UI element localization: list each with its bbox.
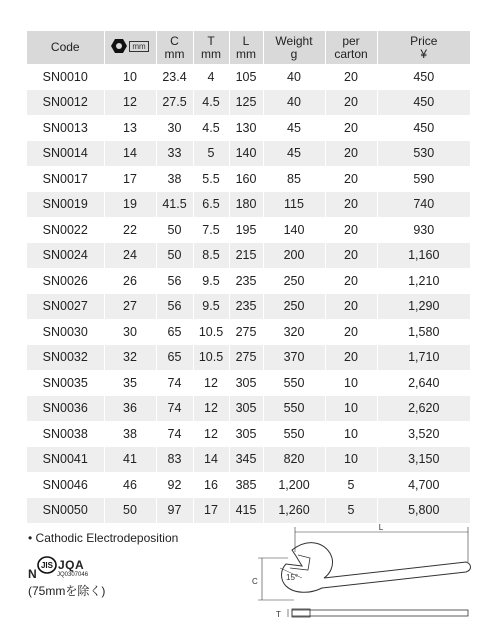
cell-per-carton: 20 xyxy=(325,243,377,269)
cell-t: 4.5 xyxy=(193,90,229,116)
cell-c: 56 xyxy=(156,268,193,294)
cell-price: 1,290 xyxy=(377,294,470,320)
cell-c: 97 xyxy=(156,498,193,524)
cell-size: 38 xyxy=(104,421,156,447)
table-row xyxy=(27,166,470,192)
cell-price: 450 xyxy=(413,69,435,84)
cell-weight: 550 xyxy=(263,370,325,396)
cell-c: 23.4 xyxy=(156,64,193,90)
cell-code: SN0022 xyxy=(27,217,104,243)
cell-price: 2,640 xyxy=(408,375,440,390)
cell-size: 12 xyxy=(104,90,156,116)
cell-t: 10.5 xyxy=(193,345,229,371)
n-mark: N xyxy=(28,567,37,581)
cell-per-carton: 5 xyxy=(325,498,377,524)
cell-t: 7.5 xyxy=(193,217,229,243)
cell-weight: 45 xyxy=(263,141,325,167)
cell-code: SN0013 xyxy=(27,115,104,141)
cell-weight: 820 xyxy=(263,447,325,473)
label-angle: 15° xyxy=(286,573,299,582)
cell-per-carton: 20 xyxy=(325,268,377,294)
label-t: T xyxy=(276,610,281,619)
cell-price: 930 xyxy=(413,222,435,237)
cell-t: 8.5 xyxy=(193,243,229,269)
cell-price: 1,580 xyxy=(408,324,440,339)
cell-weight: 320 xyxy=(263,319,325,345)
cell-code: SN0030 xyxy=(27,319,104,345)
cell-c: 83 xyxy=(156,447,193,473)
cell-code: SN0012 xyxy=(27,90,104,116)
cell-l: 415 xyxy=(229,498,263,524)
cell-t: 4.5 xyxy=(193,115,229,141)
cell-size: 19 xyxy=(104,192,156,218)
cell-per-carton: 20 xyxy=(325,192,377,218)
header-per-carton: per carton xyxy=(325,31,377,64)
cell-per-carton: 20 xyxy=(325,64,377,90)
cell-size: 27 xyxy=(104,294,156,320)
side-view xyxy=(292,610,468,616)
cell-t: 12 xyxy=(193,421,229,447)
cell-c: 56 xyxy=(156,294,193,320)
cell-price: 1,210 xyxy=(408,273,440,288)
cell-code: SN0019 xyxy=(27,192,104,218)
header-size xyxy=(104,31,156,64)
cell-weight: 250 xyxy=(263,268,325,294)
cell-code: SN0046 xyxy=(27,472,104,498)
jis-mark-text: JIS xyxy=(40,561,54,570)
cell-per-carton: 20 xyxy=(325,141,377,167)
cell-t: 9.5 xyxy=(193,268,229,294)
table-row xyxy=(27,370,470,396)
cell-per-carton: 20 xyxy=(325,319,377,345)
cell-weight: 140 xyxy=(263,217,325,243)
label-c: C xyxy=(252,577,258,586)
cell-per-carton: 20 xyxy=(325,217,377,243)
table-row xyxy=(27,447,470,473)
cell-t: 12 xyxy=(193,370,229,396)
cell-t: 9.5 xyxy=(193,294,229,320)
cell-c: 65 xyxy=(156,319,193,345)
table-row xyxy=(27,217,470,243)
wrench-outline xyxy=(282,543,471,593)
cell-c: 74 xyxy=(156,396,193,422)
header-price: Price ¥ xyxy=(377,31,470,64)
cell-size: 14 xyxy=(104,141,156,167)
cell-size: 36 xyxy=(104,396,156,422)
cell-weight: 550 xyxy=(263,421,325,447)
cell-price: 2,620 xyxy=(377,396,470,422)
cell-c: 74 xyxy=(156,370,193,396)
cell-size: 30 xyxy=(104,319,156,345)
cell-per-carton: 20 xyxy=(325,345,377,371)
cell-c: 50 xyxy=(156,217,193,243)
cell-per-carton: 10 xyxy=(325,421,377,447)
cell-per-carton: 20 xyxy=(325,115,377,141)
cell-weight: 1,200 xyxy=(263,472,325,498)
cell-code: SN0032 xyxy=(27,345,104,371)
table-row xyxy=(27,90,470,116)
cell-price: 1,160 xyxy=(377,243,470,269)
cell-l: 345 xyxy=(229,447,263,473)
cell-code: SN0036 xyxy=(27,396,104,422)
wrench-drawing xyxy=(250,522,475,627)
certificate-number: JQ0307046 xyxy=(57,572,89,578)
cell-size: 50 xyxy=(104,498,156,524)
cell-price: 3,520 xyxy=(408,426,440,441)
cell-l: 195 xyxy=(229,217,263,243)
cell-t: 5.5 xyxy=(193,166,229,192)
header-weight: Weight g xyxy=(263,31,325,64)
table-row xyxy=(27,421,470,447)
cell-l: 235 xyxy=(229,294,263,320)
table-row xyxy=(27,192,470,218)
cell-code: SN0014 xyxy=(27,141,104,167)
cell-t: 12 xyxy=(193,396,229,422)
cell-size: 13 xyxy=(104,115,156,141)
cell-code: SN0024 xyxy=(27,243,104,269)
table-row xyxy=(27,319,470,345)
cell-size: 41 xyxy=(104,447,156,473)
cell-l: 105 xyxy=(229,64,263,90)
table-header-row xyxy=(27,31,470,64)
cell-c: 38 xyxy=(156,166,193,192)
cell-weight: 370 xyxy=(263,345,325,371)
cell-code: SN0010 xyxy=(27,64,104,90)
cell-size: 46 xyxy=(104,472,156,498)
header-l: L mm xyxy=(229,31,263,64)
cell-per-carton: 20 xyxy=(325,90,377,116)
table-row xyxy=(27,141,470,167)
table-row xyxy=(27,294,470,320)
cell-t: 5 xyxy=(193,141,229,167)
cell-code: SN0017 xyxy=(27,166,104,192)
cell-per-carton: 10 xyxy=(325,396,377,422)
cell-code: SN0027 xyxy=(27,294,104,320)
jqa-mark: JQA xyxy=(58,558,85,572)
cell-weight: 250 xyxy=(263,294,325,320)
cell-size: 35 xyxy=(104,370,156,396)
cell-weight: 40 xyxy=(263,64,325,90)
cell-l: 275 xyxy=(229,345,263,371)
size-unit: mm xyxy=(129,41,148,52)
cell-weight: 45 xyxy=(263,115,325,141)
cell-price: 450 xyxy=(413,120,435,135)
cell-t: 14 xyxy=(193,447,229,473)
cell-size: 32 xyxy=(104,345,156,371)
cell-weight: 200 xyxy=(263,243,325,269)
header-t: T mm xyxy=(193,31,229,64)
cell-weight: 1,260 xyxy=(263,498,325,524)
table-row xyxy=(27,243,470,269)
table-row xyxy=(27,345,470,371)
cell-price: 3,150 xyxy=(377,447,470,473)
cell-l: 275 xyxy=(229,319,263,345)
cell-price: 5,800 xyxy=(377,498,470,524)
cell-code: SN0038 xyxy=(27,421,104,447)
cell-c: 27.5 xyxy=(156,90,193,116)
cell-code: SN0035 xyxy=(27,370,104,396)
hex-bolt-icon xyxy=(111,39,127,53)
cell-size: 22 xyxy=(104,217,156,243)
cell-c: 33 xyxy=(156,141,193,167)
table-row xyxy=(27,268,470,294)
cell-l: 140 xyxy=(229,141,263,167)
jis-mark-icon xyxy=(37,556,57,574)
cell-c: 41.5 xyxy=(156,192,193,218)
cell-l: 130 xyxy=(229,115,263,141)
cell-code: SN0041 xyxy=(27,447,104,473)
cell-weight: 115 xyxy=(263,192,325,218)
header-code: Code xyxy=(27,31,104,64)
cell-size: 26 xyxy=(104,268,156,294)
cell-c: 74 xyxy=(156,421,193,447)
table-row xyxy=(27,472,470,498)
table-row xyxy=(27,64,470,90)
cell-c: 50 xyxy=(156,243,193,269)
cell-size: 10 xyxy=(104,64,156,90)
cell-l: 235 xyxy=(229,268,263,294)
label-l: L xyxy=(378,523,384,532)
cell-l: 180 xyxy=(229,192,263,218)
cell-per-carton: 20 xyxy=(325,166,377,192)
spec-table xyxy=(27,31,470,523)
coating-note: • Cathodic Electrodeposition xyxy=(28,531,179,545)
cell-weight: 40 xyxy=(263,90,325,116)
cell-t: 16 xyxy=(193,472,229,498)
header-c: C mm xyxy=(156,31,193,64)
cell-price: 450 xyxy=(377,90,470,116)
exclusion-note: (75mmを除く) xyxy=(28,584,106,598)
cell-weight: 85 xyxy=(263,166,325,192)
table-row xyxy=(27,498,470,524)
cell-price: 740 xyxy=(377,192,470,218)
cell-size: 17 xyxy=(104,166,156,192)
cell-c: 92 xyxy=(156,472,193,498)
cell-l: 215 xyxy=(229,243,263,269)
table-row xyxy=(27,115,470,141)
table-row xyxy=(27,396,470,422)
cell-t: 10.5 xyxy=(193,319,229,345)
cell-price: 530 xyxy=(377,141,470,167)
cell-t: 17 xyxy=(193,498,229,524)
cell-c: 65 xyxy=(156,345,193,371)
cell-t: 4 xyxy=(193,64,229,90)
cell-l: 305 xyxy=(229,396,263,422)
cell-price: 1,710 xyxy=(377,345,470,371)
cell-l: 305 xyxy=(229,421,263,447)
cell-per-carton: 10 xyxy=(325,447,377,473)
cell-l: 160 xyxy=(229,166,263,192)
cell-per-carton: 20 xyxy=(325,294,377,320)
cell-price: 4,700 xyxy=(408,477,440,492)
cell-code: SN0026 xyxy=(27,268,104,294)
cell-c: 30 xyxy=(156,115,193,141)
cell-l: 125 xyxy=(229,90,263,116)
cell-per-carton: 5 xyxy=(325,472,377,498)
cell-size: 24 xyxy=(104,243,156,269)
cell-t: 6.5 xyxy=(193,192,229,218)
cell-l: 385 xyxy=(229,472,263,498)
cell-per-carton: 10 xyxy=(325,370,377,396)
cell-price: 590 xyxy=(413,171,435,186)
cell-l: 305 xyxy=(229,370,263,396)
cell-weight: 550 xyxy=(263,396,325,422)
cell-code: SN0050 xyxy=(27,498,104,524)
